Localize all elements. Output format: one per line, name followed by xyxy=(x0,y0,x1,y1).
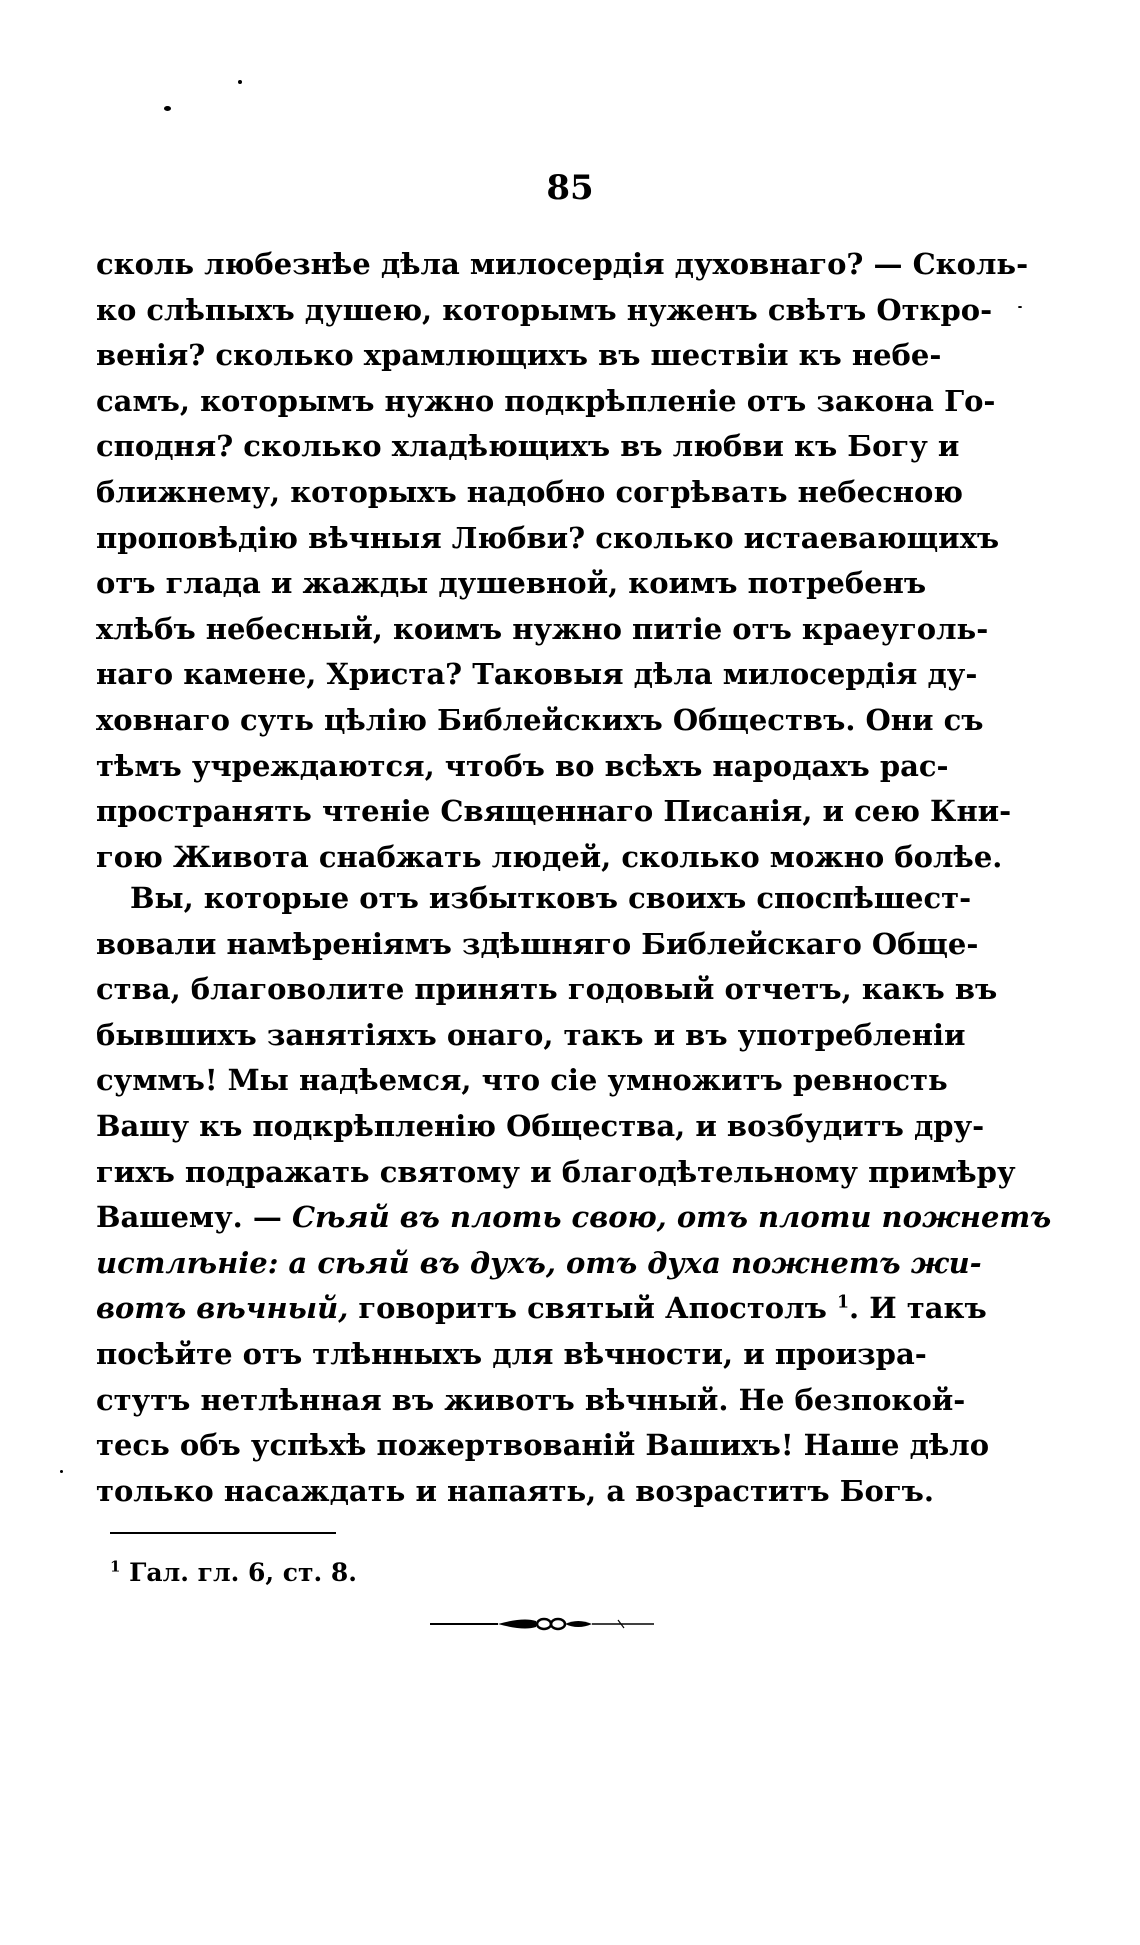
ink-speck xyxy=(238,80,242,84)
text-line: вовали намѣреніямъ здѣшняго Библейскаго Обще- xyxy=(96,926,979,961)
footnote-mark: 1 xyxy=(110,1557,121,1576)
scripture-quote: вотъ вѣчный, xyxy=(96,1291,349,1326)
footnote xyxy=(110,1558,357,1587)
text-line: только насаждать и напаять, а возраститъ Богъ. xyxy=(96,1473,934,1508)
text-line: венія? сколько храмлющихъ въ шествіи къ небе- xyxy=(96,338,942,373)
text-line: тесь объ успѣхѣ пожертвованій Вашихъ! Наше дѣло xyxy=(96,1428,990,1463)
text-line: стутъ нетлѣнная въ животъ вѣчный. Не безпокой- xyxy=(96,1382,966,1417)
footnote-text: Гал. гл. 6, ст. 8. xyxy=(120,1558,358,1587)
text-line: гою Живота снабжать людей, сколько можно болѣе. xyxy=(96,839,1003,874)
scripture-quote: Сѣяй въ плоть свою, отъ плоти пожнетъ xyxy=(291,1200,1052,1235)
text-line: сколь любезнѣе дѣла милосердія духовнаго? — Сколь- xyxy=(96,247,1029,281)
paragraph-2 xyxy=(96,876,1052,1514)
text-line: суммъ! Мы надѣемся, что сіе умножитъ ревность xyxy=(96,1063,948,1098)
text-line: Вашу къ подкрѣпленію Общества, и возбудитъ дру- xyxy=(96,1108,985,1143)
ink-speck xyxy=(60,1470,63,1473)
text-line: хлѣбъ небесный, коимъ нужно питіе отъ краеуголь- xyxy=(96,611,989,646)
scripture-quote-line: истлѣніе: а сѣяй въ духъ, отъ духа пожнетъ жи- xyxy=(96,1245,982,1280)
ink-speck xyxy=(1018,306,1022,308)
text-line: ховнаго суть цѣлію Библейскихъ Обществъ. Они съ xyxy=(96,702,984,737)
text-line: самъ, которымъ нужно подкрѣпленіе отъ закона Го- xyxy=(96,383,996,418)
text-line: тѣмъ учреждаются, чтобъ во всѣхъ народахъ рас- xyxy=(96,748,949,783)
text-line: ства, благоволите принять годовый отчетъ, какъ въ xyxy=(96,972,998,1007)
text-line xyxy=(96,1195,1052,1241)
text-run: говоритъ святый Апостолъ xyxy=(348,1291,837,1326)
text-line: отъ глада и жажды душевной, коимъ потребенъ xyxy=(96,566,927,601)
text-line: гихъ подражать святому и благодѣтельному примѣру xyxy=(96,1154,1016,1189)
text-line: Вы, которые отъ избытковъ своихъ споспѣшест- xyxy=(130,881,972,915)
end-ornament xyxy=(428,1612,658,1636)
text-line xyxy=(96,1286,987,1332)
footnote-divider xyxy=(110,1532,336,1534)
text-line: ко слѣпыхъ душею, которымъ нуженъ свѣтъ Откро- xyxy=(96,292,993,327)
text-line: ближнему, которыхъ надобно согрѣвать небесною xyxy=(96,474,964,509)
footnote-reference: 1 xyxy=(836,1292,850,1313)
text-line: наго камене, Христа? Таковыя дѣла милосердія ду- xyxy=(96,657,978,692)
text-run: . И такъ xyxy=(849,1291,987,1326)
text-line: сподня? сколько хладѣющихъ въ любви къ Богу и xyxy=(96,429,960,464)
text-run: Вашему. — xyxy=(96,1200,292,1235)
ink-speck xyxy=(164,106,171,111)
text-line: посѣйте отъ тлѣнныхъ для вѣчности, и произра- xyxy=(96,1336,927,1371)
paragraph-1 xyxy=(96,242,1029,880)
text-line: проповѣдію вѣчныя Любви? сколько истаевающихъ xyxy=(96,520,1000,555)
text-line: пространять чтеніе Священнаго Писанія, и сею Кни- xyxy=(96,794,1012,829)
text-line: бывшихъ занятіяхъ онаго, такъ и въ употребленіи xyxy=(96,1017,966,1052)
page-number: 85 xyxy=(546,168,594,208)
